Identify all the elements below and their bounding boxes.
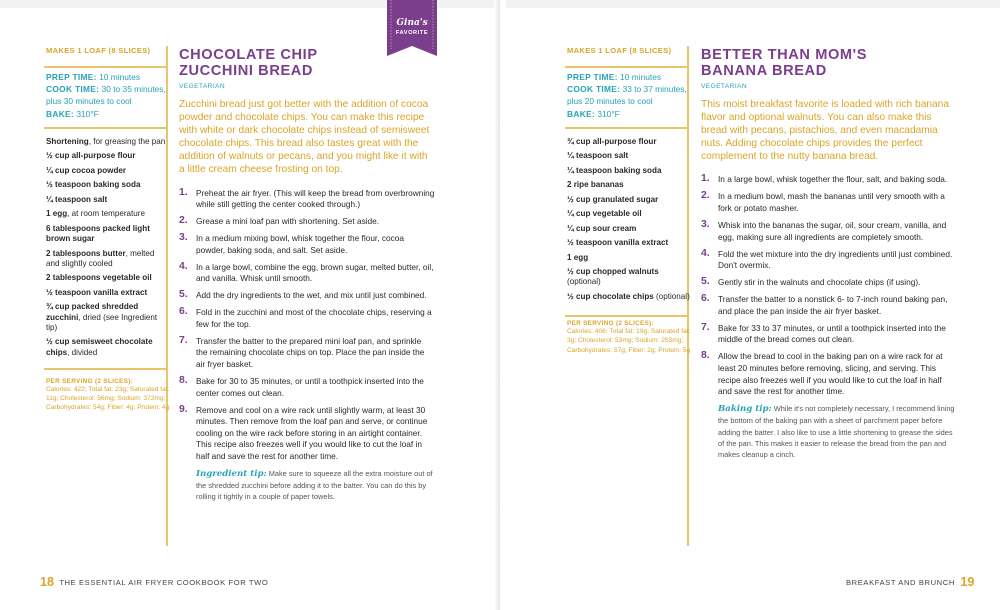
step-item: [179, 405, 435, 463]
bake-label: BAKE:: [46, 108, 75, 119]
recipe-main: [701, 48, 957, 460]
nutrition-block: [567, 320, 691, 355]
step-item: [179, 216, 435, 228]
nutrition-text: Calories: 406; Total fat: 19g; Saturated fat: 3g; Cholesterol: 53mg; Sodium: 253mg; Carbohydrates: 57g; Fiber: 2g; Protein: 5g: [567, 328, 691, 354]
recipe-title-line: ZUCCHINI BREAD: [179, 62, 314, 79]
recipe-title-line: BANANA BREAD: [701, 62, 827, 79]
tip-text: Make sure to squeeze all the extra moisture out of the shredded zucchini before adding it to the batter. You can do this by rolling it tightly in a couple of paper towels.: [196, 468, 433, 502]
timing-block: [567, 71, 691, 120]
ingredient-item: [567, 209, 691, 219]
step-text: Transfer the batter to a nonstick 6- to 7-inch round baking pan, and place the pan inside the air fryer basket.: [718, 294, 948, 316]
recipe-tip: [179, 468, 435, 503]
step-item: [179, 290, 435, 302]
step-item: [701, 294, 957, 317]
nutrition-title: PER SERVING (2 SLICES):: [567, 320, 655, 328]
step-text: Preheat the air fryer. (This will keep the bread from overbrowning while still getting the center cooked through.): [196, 187, 435, 210]
step-item: [179, 188, 435, 211]
ingredient-item: [46, 166, 170, 176]
ingredient-list: [567, 137, 691, 302]
recipe-title: [701, 48, 957, 79]
ingredient-name: ¼ cup cocoa powder: [46, 165, 127, 175]
ingredient-item: [46, 273, 170, 283]
step-text: Allow the bread to cool in the baking pan on a wire rack for at least 20 minutes before removing, slicing, and serving. This recipe also freezes well if you would like to cut the loaf in half and save the rest for another time.: [718, 351, 943, 397]
tip-text: While it's not completely necessary, I recommend lining the bottom of the baking pan with a sheet of parchment paper before adding the batter. I also like to use a little shortening to grease the sides of the pan. This makes it easier to release the bread from the pan and makes cleanup a cinch.: [718, 404, 955, 459]
diet-tag: VEGETARIAN: [179, 83, 226, 90]
step-number: 5.: [701, 276, 710, 288]
ingredient-name: ½ teaspoon vanilla extract: [46, 287, 148, 297]
cook-value: 33 to 37 minutes, plus 20 minutes to cool: [567, 84, 687, 107]
step-text: In a large bowl, combine the egg, brown sugar, melted butter, oil, and vanilla. Whisk until smooth.: [196, 261, 434, 284]
page-footer: [846, 575, 974, 589]
ingredient-name: 2 tablespoons vegetable oil: [46, 273, 152, 283]
ingredient-item: [46, 224, 170, 245]
step-text: Gently stir in the walnuts and chocolate chips (if using).: [718, 277, 921, 288]
recipe-title-line: CHOCOLATE CHIP: [179, 47, 318, 63]
ingredient-name: ½ cup all-purpose flour: [46, 151, 136, 161]
bake-value: 310°F: [74, 108, 99, 119]
step-text: Fold in the zucchini and most of the chocolate chips, reserving a few for the top.: [196, 307, 432, 329]
ingredient-name: ½ teaspoon vanilla extract: [567, 238, 669, 248]
ingredient-item: [567, 166, 691, 176]
ingredient-item: [46, 151, 170, 161]
ingredient-note: (optional): [653, 291, 690, 301]
step-number: 9.: [179, 403, 188, 415]
ingredient-item: [46, 195, 170, 205]
step-item: [701, 249, 957, 272]
page-top-edge: [506, 0, 1000, 8]
tip-label: Baking tip:: [718, 404, 772, 415]
recipe-title-line: BETTER THAN MOM'S: [701, 47, 868, 63]
step-number: 2.: [179, 215, 188, 227]
step-text: Grease a mini loaf pan with shortening. Set aside.: [196, 216, 380, 227]
step-list: [179, 188, 435, 463]
recipe-intro: This moist breakfast favorite is loaded with rich banana flavor and optional walnuts. You can also make this bread with pecans, pistachios, and even macadamia nuts. Adding chocolate chips provides the perfect complement to the nutty banana bread.: [701, 99, 950, 163]
step-number: 3.: [701, 219, 710, 231]
ribbon-label: FAVORITE: [395, 30, 429, 36]
bake-label: BAKE:: [567, 108, 596, 119]
step-number: 5.: [179, 289, 188, 301]
ingredient-name: 1 egg: [46, 209, 68, 219]
page-footer: [40, 575, 268, 589]
ingredient-item: [567, 224, 691, 234]
step-number: 6.: [179, 306, 188, 318]
ingredient-item: [567, 151, 691, 161]
step-number: 3.: [179, 232, 188, 244]
ingredient-note: , at room temperature: [67, 209, 145, 219]
step-text: Whisk into the bananas the sugar, oil, sour cream, vanilla, and egg, making sure all ingredients are completely smooth.: [718, 220, 947, 242]
prep-label: PREP TIME:: [567, 72, 618, 82]
step-number: 8.: [701, 350, 710, 362]
page-number: 18: [40, 575, 55, 589]
ingredient-item: [567, 253, 691, 263]
ribbon-name: Gina's: [396, 18, 428, 28]
step-item: [179, 376, 435, 399]
step-number: 2.: [701, 190, 710, 202]
tip-label: Ingredient tip:: [196, 468, 267, 479]
step-number: 7.: [179, 334, 188, 346]
step-item: [701, 351, 957, 397]
step-number: 6.: [701, 293, 710, 305]
step-text: Add the dry ingredients to the wet, and mix until just combined.: [196, 290, 427, 301]
ingredient-note: , divided: [67, 347, 98, 357]
cook-value: 30 to 35 minutes, plus 30 minutes to cool: [46, 84, 166, 107]
step-number: 4.: [179, 260, 188, 272]
step-text: Fold the wet mixture into the dry ingredients until just combined. Don't overmix.: [718, 248, 953, 271]
step-number: 1.: [701, 173, 710, 185]
ingredient-item: [46, 249, 170, 270]
ingredient-item: [46, 137, 170, 147]
page-number: 19: [960, 575, 975, 589]
ingredient-name: 1 egg: [567, 252, 589, 262]
ingredient-item: [567, 180, 691, 190]
ingredient-name: ¼ teaspoon baking soda: [567, 165, 662, 175]
ingredient-item: [567, 195, 691, 205]
nutrition-block: [46, 378, 170, 413]
step-item: [179, 262, 435, 285]
ingredient-name: ¾ cup all-purpose flour: [567, 136, 657, 146]
prep-value: 10 minutes: [617, 72, 662, 82]
step-item: [179, 233, 435, 256]
ingredient-name: ¼ cup sour cream: [567, 223, 637, 233]
ingredient-name: 2 tablespoons butter: [46, 248, 126, 258]
recipe-main: [179, 48, 435, 503]
ribbon-text: [387, 18, 437, 36]
ingredient-note: , melted and slightly cooled: [46, 248, 155, 268]
step-text: In a medium mixing bowl, whisk together the flour, cocoa powder, baking soda, and salt. Set aside.: [196, 233, 404, 255]
step-list: [701, 174, 957, 397]
nutrition-text: Calories: 422; Total fat: 23g; Saturated fat: 11g; Cholesterol: 56mg; Sodium: 372mg; Carbohydrates: 54g; Fiber: 4g; Protein: 4g: [46, 385, 170, 412]
recipe-sidebar: [567, 46, 691, 355]
step-number: 7.: [701, 321, 710, 333]
step-text: In a medium bowl, mash the bananas until very smooth with a fork or potato masher.: [718, 191, 945, 214]
ingredient-name: ¼ cup vegetable oil: [567, 209, 642, 219]
ingredient-note: , for greasing the pan: [88, 136, 166, 146]
step-number: 4.: [701, 247, 710, 259]
ingredient-name: ¼ teaspoon salt: [46, 194, 108, 204]
step-item: [179, 336, 435, 371]
book-title: THE ESSENTIAL AIR FRYER COOKBOOK FOR TWO: [59, 578, 269, 587]
ingredient-name: 6 tablespoons packed light brown sugar: [46, 223, 150, 244]
step-number: 8.: [179, 375, 188, 387]
ingredient-item: [46, 302, 170, 333]
favorite-ribbon: [387, 0, 437, 56]
cook-label: COOK TIME:: [46, 84, 100, 95]
ingredient-name: ½ teaspoon baking soda: [46, 180, 141, 190]
step-item: [179, 307, 435, 330]
ingredient-item: [46, 288, 170, 298]
ingredient-name: ½ cup semisweet chocolate chips: [46, 337, 153, 357]
step-item: [701, 174, 957, 186]
recipe-intro: Zucchini bread just got better with the addition of cocoa powder and chocolate chips. You can make this recipe with white or dark chocolate chips instead of semisweet chocolate chips. This bread also tastes great with the addition of walnuts or pecans, and you might like it with a little cream cheese frosting on top.: [179, 99, 430, 176]
step-text: Transfer the batter to the prepared mini loaf pan, and sprinkle the remaining chocolate chips on top. Place the pan inside the air fryer basket.: [196, 335, 425, 370]
ingredient-item: [567, 292, 691, 302]
ingredient-item: [567, 267, 691, 288]
step-item: [701, 277, 957, 289]
step-text: In a large bowl, whisk together the flour, salt, and baking soda.: [718, 174, 948, 185]
ingredient-note: , dried (see Ingredient tip): [46, 312, 158, 332]
step-text: Remove and cool on a wire rack until slightly warm, at least 30 minutes. Then remove from the loaf pan and serve, or continue cooling on the wire rack before storing in an airtight container. This recipe also freezes well if you would like to cut the loaf in half and save the rest for another time.: [196, 404, 428, 461]
ingredient-name: Shortening: [46, 136, 89, 146]
timing-block: [46, 71, 170, 120]
nutrition-title: PER SERVING (2 SLICES):: [46, 377, 134, 385]
section-title: BREAKFAST AND BRUNCH: [846, 578, 955, 587]
recipe-tip: [701, 403, 957, 460]
ingredient-note: (optional): [567, 277, 601, 287]
step-item: [701, 323, 957, 346]
step-text: Bake for 33 to 37 minutes, or until a toothpick inserted into the middle of the bread comes out clean.: [718, 322, 946, 345]
diet-tag: VEGETARIAN: [701, 83, 748, 90]
ingredient-name: ½ cup chopped walnuts: [567, 267, 659, 277]
step-text: Bake for 30 to 35 minutes, or until a toothpick inserted into the center comes out clean.: [196, 376, 424, 398]
step-item: [701, 191, 957, 214]
ingredient-name: ½ cup granulated sugar: [567, 194, 659, 204]
yield-label: MAKES 1 LOAF (8 SLICES): [567, 46, 672, 55]
bake-value: 310°F: [595, 108, 620, 119]
ingredient-item: [46, 180, 170, 190]
prep-label: PREP TIME:: [46, 72, 97, 82]
right-page: [500, 0, 1000, 610]
prep-value: 10 minutes: [96, 72, 141, 82]
yield-label: MAKES 1 LOAF (8 SLICES): [46, 46, 151, 55]
step-number: 1.: [179, 186, 188, 198]
recipe-sidebar: [46, 46, 170, 413]
ingredient-item: [46, 209, 170, 219]
step-item: [701, 220, 957, 243]
ingredient-name: ½ cup chocolate chips: [567, 291, 654, 301]
ingredient-item: [46, 337, 170, 358]
ingredient-name: ¼ teaspoon salt: [567, 151, 629, 161]
ingredient-list: [46, 137, 170, 358]
ingredient-item: [567, 137, 691, 147]
ingredient-item: [567, 238, 691, 248]
ingredient-name: ¾ cup packed shredded zucchini: [46, 302, 139, 322]
ingredient-name: 2 ripe bananas: [567, 180, 624, 190]
cook-label: COOK TIME:: [567, 84, 621, 95]
